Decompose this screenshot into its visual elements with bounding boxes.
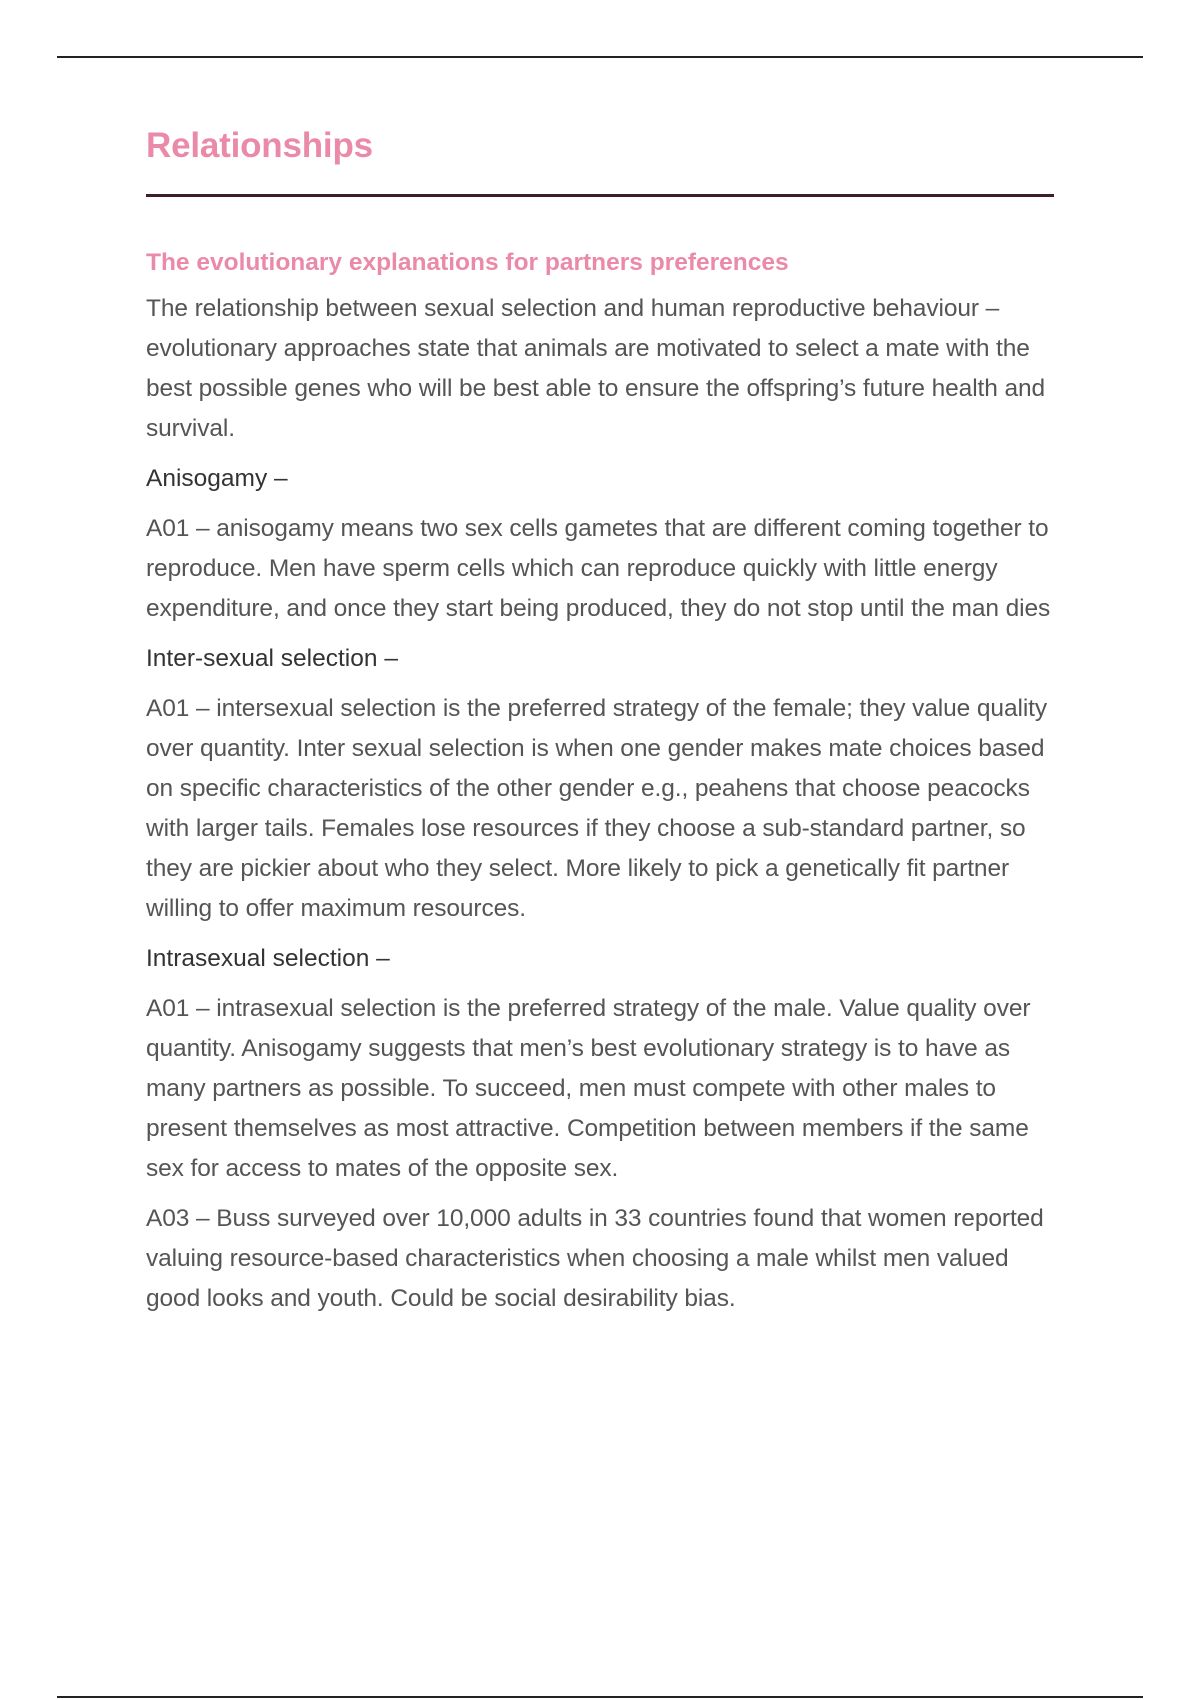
intra-sexual-heading: Intrasexual selection – bbox=[146, 945, 390, 972]
evaluation-paragraph: A03 – Buss surveyed over 10,000 adults in 33 countries found that women reported valuing resource-based characteristics when choosing a male whilst men valued good looks and youth. Could be social desirability bias. bbox=[146, 1205, 1044, 1312]
page-bottom-rule bbox=[57, 1696, 1143, 1698]
page-title: Relationships bbox=[146, 126, 373, 165]
page-top-rule bbox=[57, 56, 1143, 58]
anisogamy-heading: Anisogamy – bbox=[146, 465, 288, 492]
inter-sexual-heading: Inter-sexual selection – bbox=[146, 645, 398, 672]
inter-sexual-paragraph: A01 – intersexual selection is the preferred strategy of the female; they value quality over quantity. Inter sexual selection is when one gender makes mate choices based on specific characteristics of the other gender e.g., peahens that choose peacocks with larger tails. Females lose resources if they choose a sub-standard partner, so they are pickier about who they select. More likely to pick a genetically fit partner willing to offer maximum resources. bbox=[146, 695, 1048, 922]
anisogamy-paragraph: A01 – anisogamy means two sex cells gametes that are different coming together to reproduce. Men have sperm cells which can reproduce quickly with little energy expenditure, and once they start being produced, they do not stop until the man dies bbox=[146, 515, 1051, 622]
intro-paragraph: The relationship between sexual selection and human reproductive behaviour – evolutionary approaches state that animals are motivated to select a mate with the best possible genes who will be best able to ensure the offspring’s future health and survival. bbox=[146, 295, 1046, 442]
document-body bbox=[146, 118, 1054, 1329]
intra-sexual-paragraph: A01 – intrasexual selection is the preferred strategy of the male. Value quality over quantity. Anisogamy suggests that men’s best evolutionary strategy is to have as many partners as possible. To succeed, men must compete with other males to present themselves as most attractive. Competition between members if the same sex for access to mates of the opposite sex. bbox=[146, 995, 1031, 1182]
section-heading: The evolutionary explanations for partners preferences bbox=[146, 249, 789, 276]
title-divider bbox=[146, 194, 1054, 197]
